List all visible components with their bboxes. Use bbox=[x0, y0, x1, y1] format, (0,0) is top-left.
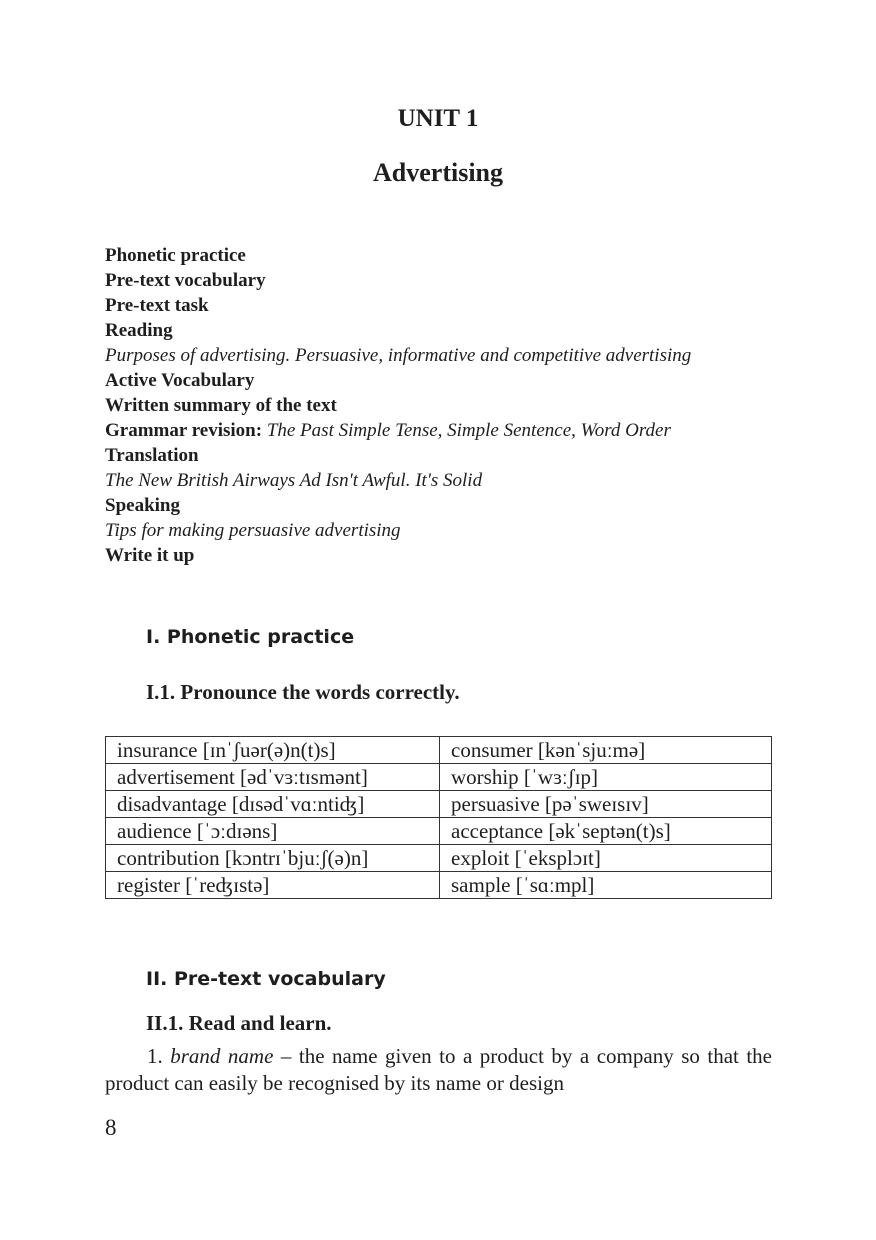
section-2-heading: II. Pre-text vocabulary bbox=[146, 968, 386, 990]
table-cell: persuasive [pəˈsweɪsɪv] bbox=[440, 791, 772, 818]
contents-speaking: Speaking bbox=[105, 495, 180, 516]
table-cell: disadvantage [dɪsədˈvɑːntiʤ] bbox=[106, 791, 440, 818]
table-cell: acceptance [əkˈseptən(t)s] bbox=[440, 818, 772, 845]
contents-pretext-vocab: Pre-text vocabulary bbox=[105, 270, 266, 291]
table-cell: contribution [kɔntrɪˈbjuːʃ(ə)n] bbox=[106, 845, 440, 872]
table-row bbox=[106, 845, 772, 872]
grammar-label: Grammar revision: bbox=[105, 420, 263, 441]
page-number: 8 bbox=[105, 1115, 117, 1140]
contents-speaking-topic: Tips for making persuasive advertising bbox=[105, 520, 401, 541]
table-cell: consumer [kənˈsjuːmə] bbox=[440, 737, 772, 764]
contents-translation: Translation bbox=[105, 445, 199, 466]
section-1-task: I.1. Pronounce the words correctly. bbox=[146, 680, 460, 704]
section-1-heading: I. Phonetic practice bbox=[146, 626, 355, 648]
unit-label: UNIT 1 bbox=[397, 105, 479, 132]
pronunciation-table bbox=[105, 736, 772, 899]
table-cell: worship [ˈwɜːʃɪp] bbox=[440, 764, 772, 791]
table-row bbox=[106, 791, 772, 818]
page-title: Advertising bbox=[373, 158, 503, 187]
contents-write: Write it up bbox=[105, 545, 195, 566]
contents-reading: Reading bbox=[105, 320, 173, 341]
contents-summary: Written summary of the text bbox=[105, 395, 337, 416]
grammar-topics: The Past Simple Tense, Simple Sentence, Word Order bbox=[266, 420, 671, 441]
table-cell: advertisement [ədˈvɜːtɪsmənt] bbox=[106, 764, 440, 791]
table-row bbox=[106, 872, 772, 899]
table-row bbox=[106, 737, 772, 764]
table-cell: insurance [ɪnˈʃuər(ə)n(t)s] bbox=[106, 737, 440, 764]
vocab-item bbox=[105, 1043, 772, 1097]
table-row bbox=[106, 764, 772, 791]
unit-contents bbox=[105, 243, 785, 568]
table-cell: exploit [ˈeksplɔɪt] bbox=[440, 845, 772, 872]
vocab-item-term: brand name bbox=[170, 1044, 274, 1068]
table-cell: sample [ˈsɑːmpl] bbox=[440, 872, 772, 899]
contents-phonetic: Phonetic practice bbox=[105, 245, 246, 266]
contents-translation-topic: The New British Airways Ad Isn't Awful. It's Solid bbox=[105, 470, 483, 491]
contents-grammar bbox=[105, 418, 785, 443]
section-2-task: II.1. Read and learn. bbox=[146, 1011, 332, 1035]
table-row bbox=[106, 818, 772, 845]
contents-active-vocab: Active Vocabulary bbox=[105, 370, 255, 391]
contents-reading-topic: Purposes of advertising. Persuasive, informative and competitive advertising bbox=[105, 345, 692, 366]
table-cell: register [ˈreʤɪstə] bbox=[106, 872, 440, 899]
table-cell: audience [ˈɔːdɪəns] bbox=[106, 818, 440, 845]
contents-pretext-task: Pre-text task bbox=[105, 295, 209, 316]
vocab-item-definition: – the name given to a product by a company so that the product can easily be recognised by its name or design bbox=[105, 1044, 772, 1095]
vocab-item-number: 1. bbox=[147, 1044, 163, 1068]
